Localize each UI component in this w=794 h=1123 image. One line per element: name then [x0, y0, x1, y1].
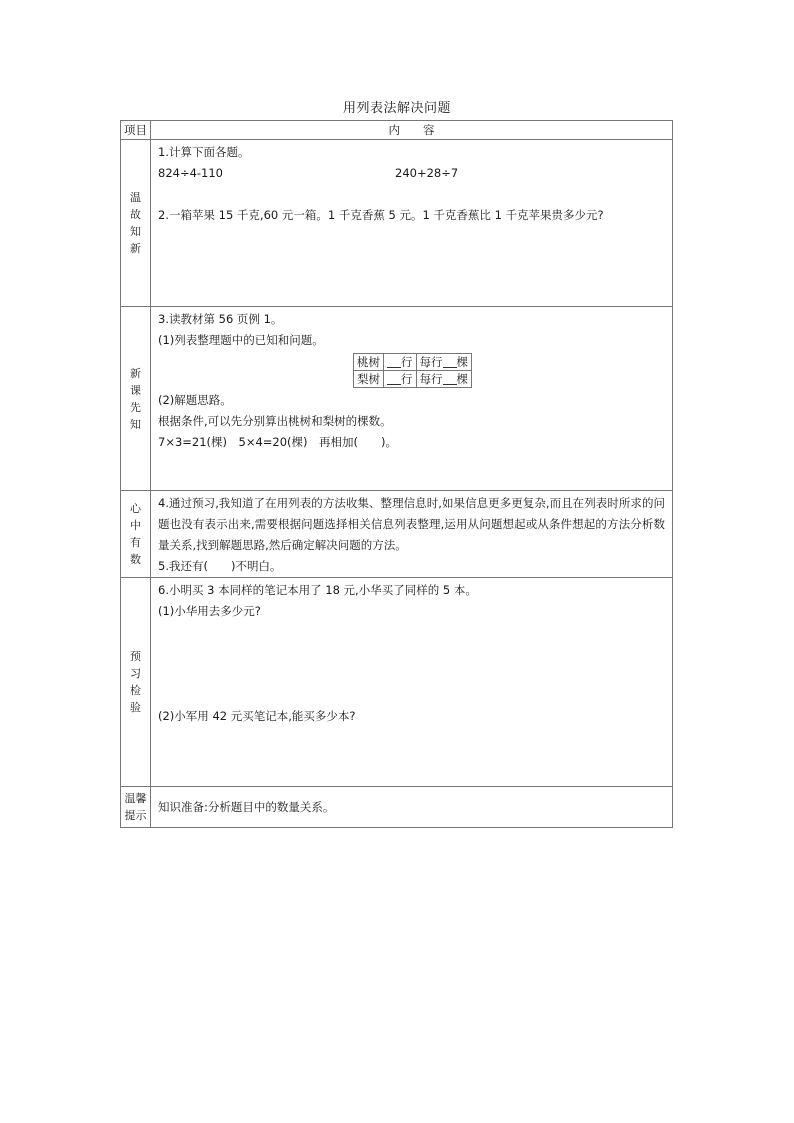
- check-content: [151, 578, 673, 787]
- reflection-content: [151, 491, 673, 578]
- calculation-line: 7×3=21(棵) 5×4=20(棵) 再相加( )。: [158, 435, 397, 449]
- info-row-pear: [354, 371, 472, 388]
- tip-label-line-2: 提示: [124, 809, 147, 822]
- info-name: 桃树: [354, 354, 384, 371]
- new-lesson-label: 新课先知: [130, 366, 141, 431]
- expressions-line: [158, 163, 665, 184]
- question-6-sub-1: (1)小华用去多少元?: [158, 604, 261, 618]
- tip-label-cell: [121, 787, 151, 828]
- review-content: [151, 140, 673, 307]
- header-content: 内 容: [151, 121, 673, 140]
- question-3-sub-2: (2)解题思路。: [158, 393, 232, 407]
- check-label: 预习检验: [130, 650, 141, 714]
- reflection-label: 心中有数: [130, 502, 141, 566]
- tip-content: 知识准备:分析题目中的数量关系。: [151, 787, 673, 828]
- review-label-cell: [121, 140, 151, 307]
- check-label-cell: [121, 578, 151, 787]
- question-2: 2.一箱苹果 15 千克,60 元一箱。1 千克香蕉 5 元。1 千克香蕉比 1 千克苹果贵多少元?: [158, 208, 604, 222]
- info-per-row: 每行 棵: [416, 354, 472, 371]
- new-lesson-row: [121, 307, 673, 491]
- review-row: [121, 140, 673, 307]
- info-rows: 行: [384, 354, 417, 371]
- info-rows: 行: [384, 371, 417, 388]
- worksheet-table: [120, 120, 673, 828]
- new-lesson-content: [151, 307, 673, 491]
- reflection-row: [121, 491, 673, 578]
- page-title: 用列表法解决问题: [342, 101, 451, 116]
- info-row-peach: [354, 354, 472, 371]
- question-3: 3.读教材第 56 页例 1。: [158, 312, 283, 326]
- expression-2: 240+28÷7: [395, 166, 459, 180]
- solution-hint: 根据条件,可以先分别算出桃树和梨树的棵数。: [158, 414, 392, 428]
- question-4: 4.通过预习,我知道了在用列表的方法收集、整理信息时,如果信息更多更复杂,而且在列表时所求的问题也没有表示出来,需要根据问题选择相关信息列表整理,运用从问题想起或从条件想起的方法分析数量关系,找到解题思路,然后确定解决问题的方法。: [158, 496, 665, 552]
- question-6: 6.小明买 3 本同样的笔记本用了 18 元,小华买了同样的 5 本。: [158, 583, 477, 597]
- check-row: [121, 578, 673, 787]
- question-5: 5.我还有( )不明白。: [158, 559, 282, 573]
- new-lesson-label-cell: [121, 307, 151, 491]
- expression-1: 824÷4-110: [158, 166, 224, 180]
- info-per-row: 每行 棵: [416, 371, 472, 388]
- question-6-sub-2: (2)小军用 42 元买笔记本,能买多少本?: [158, 709, 356, 723]
- reflection-label-cell: [121, 491, 151, 578]
- header-item: 项目: [121, 121, 151, 140]
- question-1: 1.计算下面各题。: [158, 145, 250, 159]
- tip-row: [121, 787, 673, 828]
- info-name: 梨树: [354, 371, 384, 388]
- question-3-sub-1: (1)列表整理题中的已知和问题。: [158, 333, 324, 347]
- tip-label-line-1: 温馨: [124, 792, 147, 805]
- info-table: [353, 353, 472, 388]
- review-label: 温故知新: [130, 191, 141, 255]
- header-row: [121, 121, 673, 140]
